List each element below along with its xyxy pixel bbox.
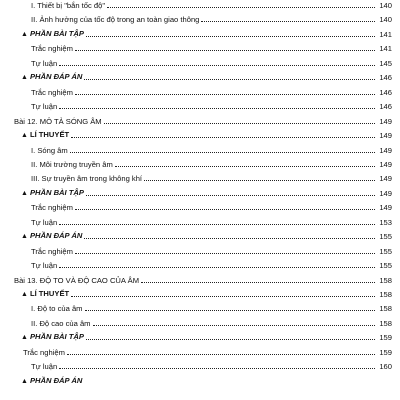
dot-leader [71, 296, 375, 297]
triangle-marker-icon: ▲ [21, 334, 28, 342]
toc-entry-text: LÍ THUYẾT [29, 130, 70, 140]
dot-leader [141, 282, 375, 283]
toc-entry-label [23, 348, 66, 357]
toc-entry[interactable] [0, 54, 400, 68]
toc-entry-label [21, 289, 70, 299]
toc-entry-text: PHẦN ĐÁP ÁN [29, 375, 83, 385]
dot-leader [86, 339, 375, 340]
toc-entry-label [31, 15, 200, 24]
dot-leader [84, 79, 375, 80]
toc-entry-label [21, 188, 85, 198]
toc-entry[interactable] [0, 97, 400, 111]
toc-entry-page-number: 153 [379, 217, 392, 227]
dot-leader [71, 137, 375, 138]
toc-entry-label [31, 218, 58, 227]
toc-entry[interactable] [0, 169, 400, 183]
dot-leader [59, 368, 375, 369]
toc-entry-text: Trắc nghiệm [31, 87, 73, 97]
toc-entry[interactable] [0, 198, 400, 212]
dot-leader [59, 108, 375, 109]
toc-entry[interactable] [0, 242, 400, 256]
toc-entry-text: PHẦN ĐÁP ÁN [29, 231, 83, 241]
toc-entry-text: Tự luận [31, 362, 58, 372]
triangle-marker-icon: ▲ [21, 291, 28, 298]
toc-entry-page-number: 141 [379, 44, 392, 54]
toc-entry-label [31, 146, 69, 155]
dot-leader [59, 267, 375, 268]
toc-entry-page-number: 155 [379, 261, 392, 271]
triangle-marker-icon: ▲ [21, 189, 28, 197]
triangle-marker-icon: ▲ [21, 132, 28, 140]
toc-entry-label [31, 102, 58, 111]
toc-entry-text: I. Độ to của âm [31, 304, 83, 314]
toc-entry-page-number: 158 [379, 318, 392, 328]
toc-entry-page-number: 158 [379, 275, 392, 285]
toc-entry-text: I. Sóng âm [31, 145, 68, 155]
dot-leader [107, 7, 375, 8]
toc-entry-label [31, 160, 114, 169]
toc-entry-page-number: 140 [379, 1, 392, 10]
triangle-marker-icon: ▲ [21, 377, 28, 385]
toc-entry[interactable] [0, 299, 400, 313]
toc-entry[interactable] [0, 256, 400, 270]
dot-leader [75, 94, 375, 95]
dot-leader [75, 50, 375, 51]
toc-entry-page-number: 149 [379, 188, 392, 198]
toc-entry-text: PHẦN BÀI TẬP [29, 187, 84, 197]
dot-leader [85, 310, 376, 311]
toc-entry-page-number: 160 [379, 362, 392, 372]
toc-entry-text: Tự luận [31, 217, 58, 227]
toc-entry[interactable] [0, 372, 400, 386]
toc-entry-label [31, 203, 74, 212]
dot-leader [86, 195, 375, 196]
toc-entry-text: PHẦN ĐÁP ÁN [29, 72, 83, 82]
toc-entry[interactable] [0, 83, 400, 97]
toc-entry-text: Bài 13. ĐỘ TO VÀ ĐỘ CAO CỦA ÂM [14, 275, 140, 285]
dot-leader [86, 36, 375, 37]
toc-entry-text: PHẦN BÀI TẬP [29, 332, 84, 342]
toc-entry[interactable] [0, 343, 400, 357]
toc-entry-label [31, 1, 106, 10]
triangle-marker-icon: ▲ [21, 233, 28, 241]
toc-entry-page-number: 140 [379, 15, 392, 25]
toc-entry-label [21, 332, 85, 342]
toc-entry-text: II. Môi trường truyền âm [31, 159, 113, 169]
toc-entry-text: Tự luận [31, 102, 58, 112]
dot-leader [75, 209, 375, 210]
toc-entry-label [31, 304, 84, 313]
toc-entry[interactable] [0, 39, 400, 53]
toc-entry-label [31, 174, 143, 183]
toc-entry-page-number: 149 [379, 203, 392, 213]
toc-entry-label [21, 376, 83, 386]
toc-entry-page-number: 158 [379, 304, 392, 314]
toc-entry-text: III. Sự truyền âm trong không khí [31, 174, 143, 184]
toc-entry-page-number: 149 [379, 174, 392, 184]
toc-entry-label [31, 247, 74, 256]
toc-entry-page-number: 155 [379, 246, 392, 256]
triangle-marker-icon: ▲ [21, 74, 28, 82]
toc-entry-text: II. Ảnh hưởng của tốc độ trong an toàn giao thông [31, 15, 200, 25]
toc-entry-text: Trắc nghiệm [31, 44, 73, 54]
toc-entry-page-number: 146 [379, 87, 392, 97]
toc-entry[interactable] [0, 0, 400, 10]
dot-leader [115, 166, 375, 167]
toc-entry-text: I. Thiết bị "bắn tốc độ" [31, 1, 106, 10]
toc-entry-page-number: 159 [379, 347, 392, 357]
toc-entry[interactable] [0, 68, 400, 82]
dot-leader [93, 325, 375, 326]
toc-entry[interactable] [0, 155, 400, 169]
toc-entry-page-number: 155 [379, 232, 392, 242]
toc-entry-label [21, 29, 85, 39]
toc-entry-page-number: 149 [379, 159, 392, 169]
toc-entry-text: Trắc nghiệm [31, 203, 73, 213]
toc-entry-label [21, 130, 70, 140]
toc-entry-label [31, 44, 74, 53]
toc-entry-text: Trắc nghiệm [23, 347, 65, 357]
triangle-marker-icon: ▲ [21, 30, 28, 38]
toc-entry[interactable] [0, 126, 400, 140]
toc-entry[interactable] [0, 141, 400, 155]
dot-leader [59, 224, 375, 225]
dot-leader [59, 65, 375, 66]
toc-entry-label [31, 88, 74, 97]
dot-leader [104, 123, 375, 124]
toc-entry-page-number: 146 [379, 102, 392, 112]
toc-entry-text: Trắc nghiệm [31, 246, 73, 256]
toc-entry-page-number: 149 [379, 116, 392, 126]
toc-entry[interactable] [0, 184, 400, 198]
toc-entry[interactable] [0, 25, 400, 39]
toc-entry-page-number: 149 [379, 145, 392, 155]
toc-entry-page-number: 141 [379, 29, 392, 39]
toc-entry-label [31, 261, 58, 270]
toc-entry-label [31, 59, 58, 68]
toc-entry-page-number: 146 [379, 73, 392, 83]
toc-entry-label [14, 276, 140, 285]
toc-entry[interactable] [0, 357, 400, 371]
toc-entry-label [21, 72, 83, 82]
toc-entry-text: Tự luận [31, 58, 58, 68]
toc-entry-text: LÍ THUYẾT [29, 289, 70, 298]
toc-entry[interactable] [0, 227, 400, 241]
toc-entry-page-number: 158 [379, 290, 392, 299]
toc-entry[interactable] [0, 328, 400, 342]
toc-entry-label [31, 319, 92, 328]
dot-leader [144, 180, 375, 181]
toc-entry-page-number: 149 [379, 131, 392, 141]
toc-entry-label [14, 117, 103, 126]
toc-entry[interactable] [0, 314, 400, 328]
dot-leader [84, 238, 375, 239]
toc-entry[interactable] [0, 112, 400, 126]
toc-entry-label [31, 362, 58, 371]
toc-entry-page-number: 145 [379, 58, 392, 68]
dot-leader [201, 21, 375, 22]
toc-entry-page-number: 159 [379, 333, 392, 343]
dot-leader [75, 253, 375, 254]
toc-entry[interactable] [0, 213, 400, 227]
toc-entry-label [21, 231, 83, 241]
toc-entry[interactable] [0, 271, 400, 285]
toc-entry-text: Tự luận [31, 261, 58, 271]
dot-leader [70, 152, 375, 153]
toc-entry[interactable] [0, 285, 400, 299]
toc-entry-text: Bài 12. MÔ TẢ SÓNG ÂM [14, 116, 102, 126]
toc-entry-text: PHẦN BÀI TẬP [29, 28, 84, 38]
toc-entry[interactable] [0, 10, 400, 24]
dot-leader [67, 354, 375, 355]
toc-entry-text: II. Độ cao của âm [31, 318, 91, 328]
